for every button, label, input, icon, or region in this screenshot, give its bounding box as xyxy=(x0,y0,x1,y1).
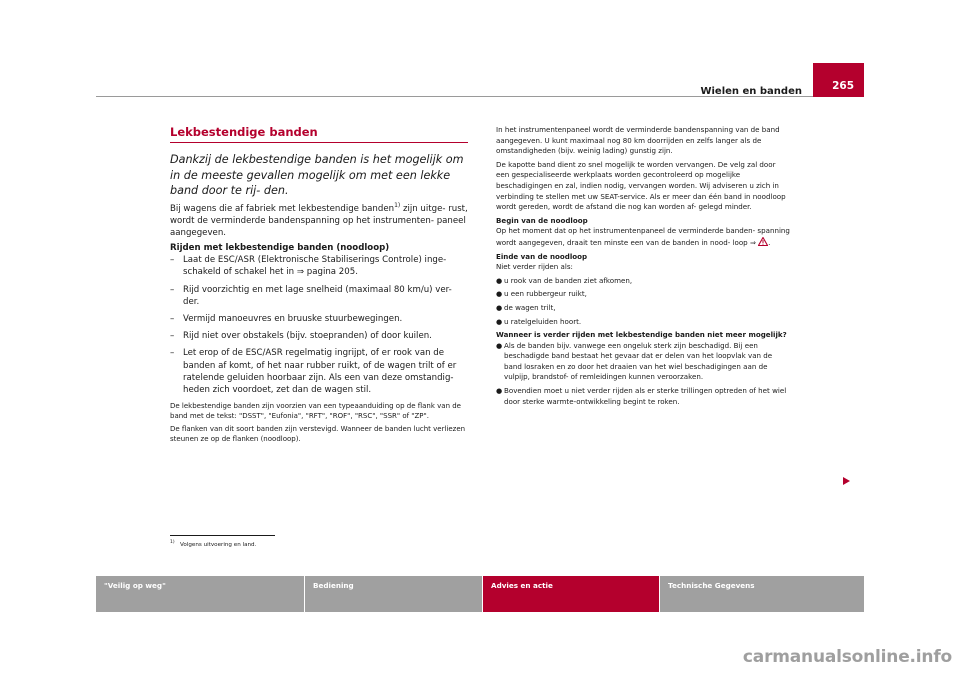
note-text: De flanken van dit soort banden zijn verstevigd. Wanneer de banden lucht verliezen steunen ze op de flanken (noodloop). xyxy=(170,425,466,444)
dash-marker: – xyxy=(170,284,175,295)
paragraph xyxy=(496,226,790,248)
paragraph-text: . xyxy=(768,237,771,247)
watermark: carmanualsonline.info xyxy=(742,647,952,667)
list-item xyxy=(496,276,790,287)
list-item-text: Vermijd manoeuvres en bruuske stuurbewegingen. xyxy=(183,313,403,324)
list-item xyxy=(496,303,790,314)
warning-triangle-icon xyxy=(758,237,771,247)
bullet-marker: ● xyxy=(496,275,503,285)
list-item xyxy=(496,289,790,300)
paragraph-text: zijn uitge- rust, wordt de verminderde bandenspanning op het instrumenten- paneel aangegeven. xyxy=(170,203,468,238)
subheading: Begin van de noodloop xyxy=(496,215,588,225)
footnote-marker: 1) xyxy=(170,540,175,545)
list-item-text: u rook van de banden ziet afkomen, xyxy=(504,275,633,285)
paragraph: Niet verder rijden als: xyxy=(496,262,573,272)
bullet-marker: ● xyxy=(496,289,503,299)
list-item-text: Bovendien moet u niet verder rijden als er sterke trillingen optreden of het wiel door sterke warmte-ontwikkeling begint te roken. xyxy=(504,386,787,406)
paragraph: De kapotte band dient zo snel mogelijk te worden vervangen. De velg zal door een gespecialiseerde werkplaats worden gecontroleerd op mogelijke beschadigingen en zal, indien nodig, vervangen worden. Wij adviseren u zich in verbinding te stellen met uw SEAT-service. Als er meer dan één band in noodloop wordt gereden, wordt de afstand die nog kan worden af- gelegd minder. xyxy=(496,159,786,212)
list-item xyxy=(170,347,468,396)
tab-technische-gegevens[interactable]: Technische Gegevens xyxy=(660,576,864,612)
left-column xyxy=(170,125,468,447)
bullet-marker: ● xyxy=(496,386,503,396)
list-item xyxy=(170,330,468,342)
list-item xyxy=(170,284,468,308)
list-item-text: Als de banden bijv. vanwege een ongeluk sterk zijn beschadigd. Bij een beschadigde band bestaat het gevaar dat er delen van het loopvlak van de band losraken en zo door het draaien van het wiel beschadigingen aan de vulpijp, brandstof- of remleidingen kunnen veroorzaken. xyxy=(504,340,773,382)
subheading: Rijden met lekbestendige banden (noodloop) xyxy=(170,243,390,254)
list-item xyxy=(170,313,468,325)
section-title: Lekbestendige banden xyxy=(170,125,468,143)
note-text: De lekbestendige banden zijn voorzien van een typeaanduiding op de flank van de band met de tekst: "DSST", "Eufonia", "RFT", "ROF", "RSC", "SSR" of "ZP". xyxy=(170,402,461,421)
list-item-text: Let erop of de ESC/ASR regelmatig ingrijpt, of er rook van de banden af komt, of het naar rubber ruikt, of de wagen trilt of er ratelende geluiden hoorbaar zijn. Als een van deze omstandig- heden zich voordoet, zet dan de wagen stil. xyxy=(183,348,457,395)
page-number: 265 xyxy=(832,80,854,92)
list-item-text: Laat de ESC/ASR (Elektronische Stabiliserings Controle) inge- schakeld of schakel het in ⇒ pagina 205. xyxy=(183,255,447,278)
list-item xyxy=(496,386,790,407)
list-item-text: u een rubbergeur ruikt, xyxy=(504,289,587,299)
header-title: Wielen en banden xyxy=(700,86,802,97)
paragraph-text: Op het moment dat op het instrumentenpaneel de verminderde banden- spanning wordt aangegeven, draait ten minste een van de banden in nood- loop ⇒ xyxy=(496,226,790,247)
footnote-reference: 1) xyxy=(394,201,401,209)
subheading: Einde van de noodloop xyxy=(496,251,588,261)
footnote-rule xyxy=(170,535,275,536)
tab-veilig-op-weg[interactable]: "Veilig op weg" xyxy=(96,576,304,612)
footnote-text: Volgens uitvoering en land. xyxy=(179,541,257,548)
bullet-marker: ● xyxy=(496,302,503,312)
subheading: Wanneer is verder rijden met lekbestendige banden niet meer mogelijk? xyxy=(496,330,787,340)
dash-marker: – xyxy=(170,255,175,266)
bullet-marker: ● xyxy=(496,316,503,326)
paragraph-text: Bij wagens die af fabriek met lekbestendige banden xyxy=(170,203,395,214)
list-item-text: Rijd voorzichtig en met lage snelheid (maximaal 80 km/u) ver- der. xyxy=(183,284,452,307)
dash-marker: – xyxy=(170,331,175,342)
next-page-arrow-icon[interactable] xyxy=(841,476,851,486)
page-number-badge xyxy=(813,63,864,97)
footnote xyxy=(170,539,256,549)
dash-marker: – xyxy=(170,348,175,359)
paragraph xyxy=(170,203,468,240)
list-item xyxy=(496,341,790,383)
bullet-marker: ● xyxy=(496,340,503,350)
right-column xyxy=(496,125,790,410)
list-item-text: u ratelgeluiden hoort. xyxy=(504,316,582,326)
list-item xyxy=(170,254,468,278)
dash-marker: – xyxy=(170,313,175,324)
tab-bediening[interactable]: Bediening xyxy=(305,576,482,612)
tab-advies-en-actie[interactable]: Advies en actie xyxy=(483,576,659,612)
list-item-text: Rijd niet over obstakels (bijv. stoepranden) of door kuilen. xyxy=(183,331,432,342)
list-item-text: de wagen trilt, xyxy=(504,302,556,312)
paragraph: In het instrumentenpaneel wordt de verminderde bandenspanning van de band aangegeven. U kunt maximaal nog 80 km doorrijden en zelfs langer als de omstandigheden (bijv. weinig lading) gunstig zijn. xyxy=(496,125,780,156)
list-item xyxy=(496,317,790,328)
intro-text: Dankzij de lekbestendige banden is het mogelijk om in de meeste gevallen mogelijk om met een lekke band door te rij- den. xyxy=(170,153,464,197)
